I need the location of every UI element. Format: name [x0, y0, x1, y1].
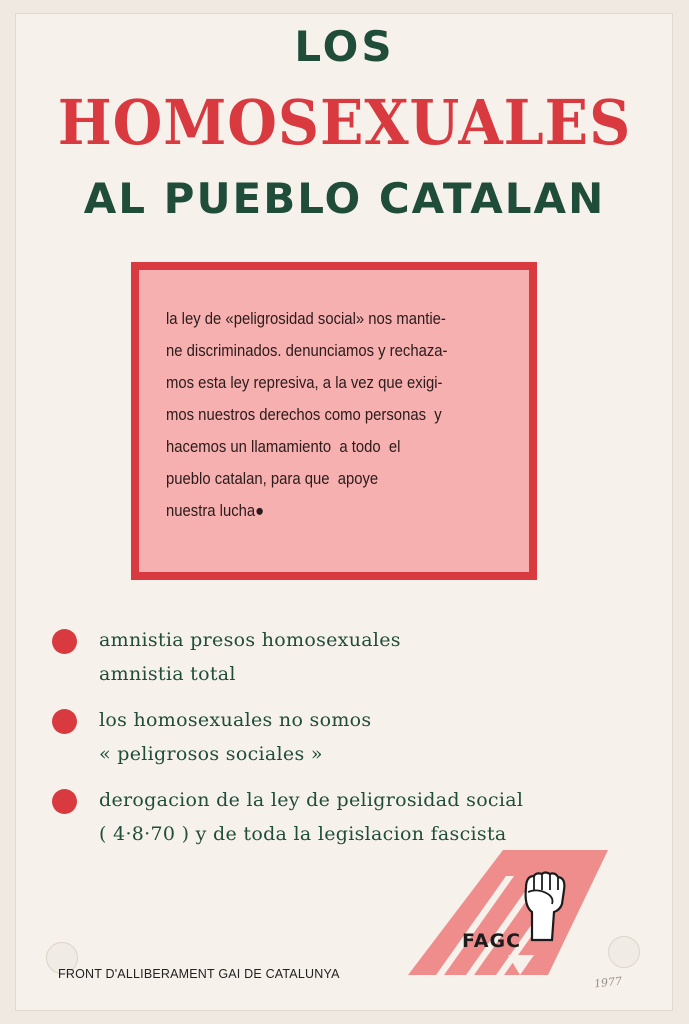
fagc-logo-text: FAGC [462, 930, 522, 952]
handwritten-year: 1977 [593, 974, 623, 991]
statement-box-inner [139, 270, 529, 572]
demand-line: los homosexuales no somos [99, 709, 372, 731]
bullet-dot-icon [52, 789, 77, 814]
bullet-dot-icon [52, 709, 77, 734]
demand-line: ( 4·8·70 ) y de toda la legislacion fascista [99, 823, 507, 845]
statement-line: mos nuestros derechos como personas y [166, 406, 442, 424]
pin-mark-right [608, 936, 640, 968]
title-homosexuales: HOMOSEXUALES [57, 86, 632, 159]
title-line-los: LOS [294, 22, 395, 71]
title-al-pueblo-catalan: AL PUEBLO CATALAN [83, 174, 606, 223]
demand-line: derogacion de la ley de peligrosidad social [99, 789, 524, 811]
demand-line: amnistia total [99, 663, 236, 685]
demand-item [52, 783, 523, 851]
statement-box [131, 262, 537, 580]
statement-line: la ley de «peligrosidad social» nos mantie- [166, 310, 446, 328]
organization-name: FRONT D'ALLIBERAMENT GAI DE CATALUNYA [58, 967, 340, 981]
statement-line: mos esta ley represiva, a la vez que exigi- [166, 374, 443, 392]
bullet-dot-icon [52, 629, 77, 654]
demand-line: amnistia presos homosexuales [99, 629, 401, 651]
statement-line: nuestra lucha● [166, 502, 265, 520]
demand-item [52, 623, 523, 691]
statement-line: hacemos un llamamiento a todo el [166, 438, 401, 456]
fagc-logo-shape [408, 850, 608, 975]
demand-line: « peligrosos sociales » [99, 743, 323, 765]
demand-item [52, 703, 523, 771]
demands-list [52, 623, 523, 863]
statement-text [166, 303, 475, 527]
statement-line: pueblo catalan, para que apoye [166, 470, 379, 488]
statement-line: ne discriminados. denunciamos y rechaza- [166, 342, 448, 360]
raised-fist-icon [518, 870, 570, 942]
